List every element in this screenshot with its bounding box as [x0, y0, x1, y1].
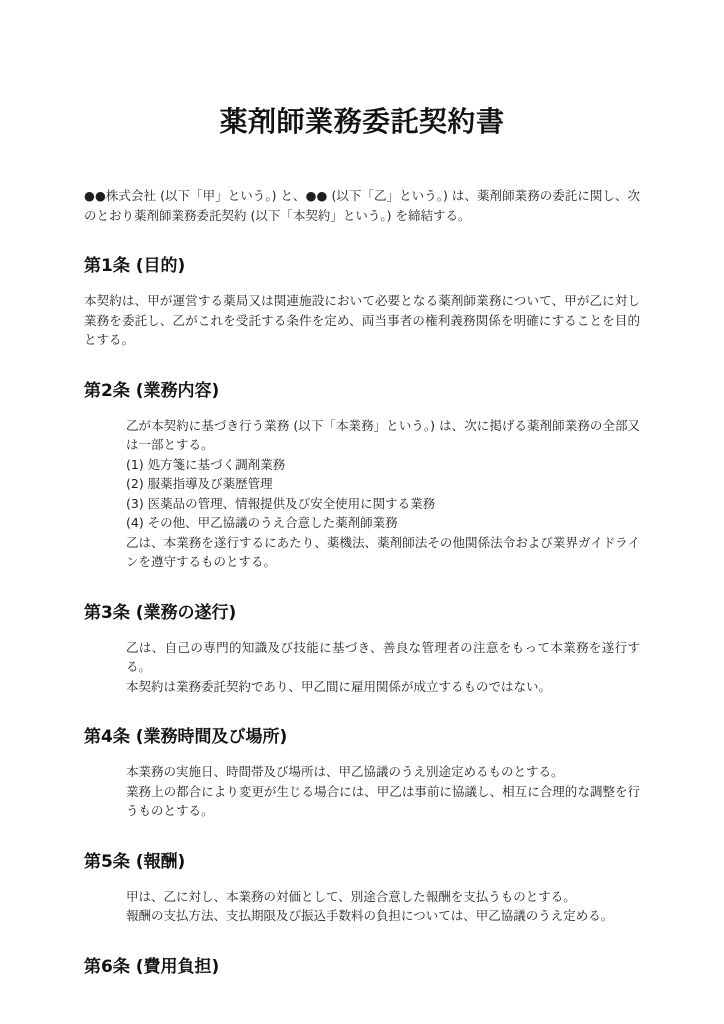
article-1-body — [84, 291, 640, 350]
article-6 — [84, 956, 640, 979]
article-5-paragraph-2: 報酬の支払方法、支払期限及び振込手数料の負担については、甲乙協議のうえ定める。 — [126, 908, 614, 924]
article-5-paragraph-1: 甲は、乙に対し、本業務の対価として、別途合意した報酬を支払うものとする。 — [126, 888, 576, 904]
article-2-body — [126, 416, 640, 572]
article-2-paragraph: 乙が本契約に基づき行う業務 (以下「本業務」という。) は、次に掲げる薬剤師業務の全部又は一部とする。 — [126, 417, 640, 453]
article-4-body — [126, 762, 640, 821]
article-2 — [84, 380, 640, 572]
article-3-heading: 第3条 (業務の遂行) — [84, 602, 237, 623]
article-4-paragraph-2: 業務上の都合により変更が生じる場合には、甲乙は事前に協議し、相互に合理的な調整を行うものとする。 — [126, 783, 640, 819]
article-5-body — [126, 887, 640, 926]
article-1-paragraph: 本契約は、甲が運営する薬局又は関連施設において必要となる薬剤師業務について、甲が乙に対し業務を委託し、乙がこれを受託する条件を定め、両当事者の権利義務関係を明確にすることを目的とする。 — [84, 293, 640, 348]
article-2-list-item-3: (3) 医薬品の管理、情報提供及び安全使用に関する業務 — [126, 495, 436, 511]
article-4 — [84, 726, 640, 821]
document-title: 薬剤師業務委託契約書 — [219, 105, 505, 138]
article-3-paragraph-2: 本契約は業務委託契約であり、甲乙間に雇用関係が成立するものではない。 — [126, 678, 552, 694]
article-1 — [84, 255, 640, 350]
article-5-heading: 第5条 (報酬) — [84, 851, 186, 872]
article-4-paragraph-1: 本業務の実施日、時間帯及び場所は、甲乙協議のうえ別途定めるものとする。 — [126, 764, 564, 780]
article-3 — [84, 602, 640, 697]
article-4-heading: 第4条 (業務時間及び場所) — [84, 727, 288, 748]
article-2-list-item-4: (4) その他、甲乙協議のうえ合意した薬剤師業務 — [126, 515, 398, 531]
article-1-heading: 第1条 (目的) — [84, 256, 186, 277]
article-3-body — [126, 638, 640, 697]
article-2-heading: 第2条 (業務内容) — [84, 380, 220, 401]
preamble-paragraph: ●●株式会社 (以下「甲」という。) と、●● (以下「乙」という。) は、薬剤師業務の委託に関し、次のとおり薬剤師業務委託契約 (以下「本契約」という。) を締結する。 — [84, 188, 640, 223]
article-5 — [84, 851, 640, 926]
article-2-closing-paragraph: 乙は、本業務を遂行するにあたり、薬機法、薬剤師法その他関係法令および業界ガイドラインを遵守するものとする。 — [126, 534, 640, 570]
article-6-heading: 第6条 (費用負担) — [84, 956, 220, 977]
article-2-list-item-2: (2) 服薬指導及び薬歴管理 — [126, 476, 273, 492]
article-3-paragraph-1: 乙は、自己の専門的知識及び技能に基づき、善良な管理者の注意をもって本業務を遂行する。 — [126, 639, 640, 675]
article-2-list-item-1: (1) 処方箋に基づく調剤業務 — [126, 456, 286, 472]
